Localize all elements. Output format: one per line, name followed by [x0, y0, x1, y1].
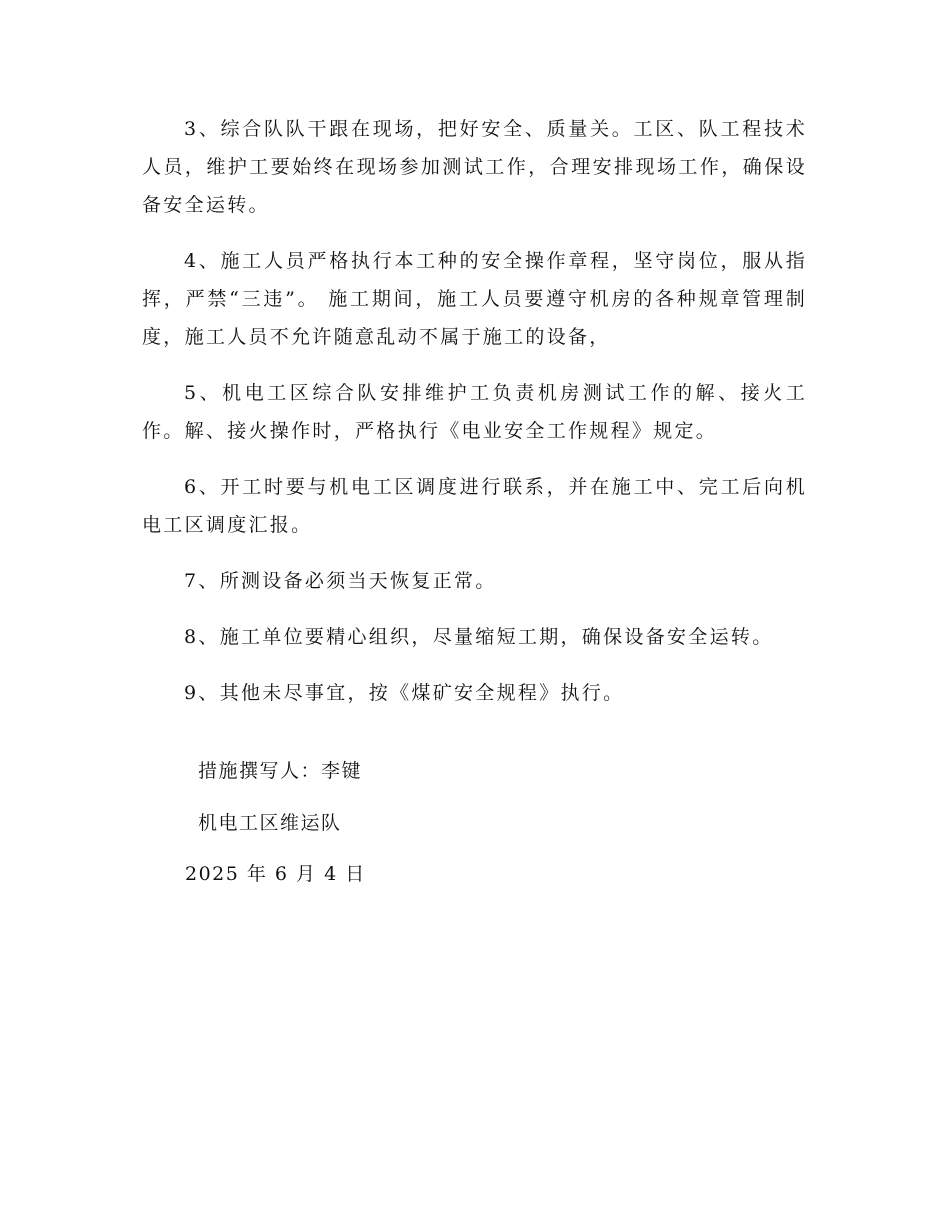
paragraph-item-7: 7、所测设备必须当天恢复正常。 — [184, 570, 497, 592]
paragraph-item-3: 3、综合队队干跟在现场，把好安全、质量关。工区、队工程技术人员，维护工要始终在现场参加测试工作，合理安排现场工作，确保设备安全运转。 — [142, 118, 807, 216]
team-name: 机电工区维运队 — [198, 812, 342, 834]
document-body — [142, 110, 807, 730]
paragraph-item-5: 5、机电工区综合队安排维护工负责机房测试工作的解、接火工作。解、接火操作时，严格执行《电业安全工作规程》规定。 — [142, 382, 807, 442]
paragraph-item-6: 6、开工时要与机电工区调度进行联系，并在施工中、完工后向机电工区调度汇报。 — [142, 476, 807, 536]
document-date: 2025 年 6 月 4 日 — [185, 863, 366, 885]
paragraph-item-9: 9、其他未尽事宜，按《煤矿安全规程》执行。 — [184, 682, 625, 704]
paragraph-item-8: 8、施工单位要精心组织，尽量缩短工期，确保设备安全运转。 — [184, 626, 774, 648]
paragraph-item-4: 4、施工人员严格执行本工种的安全操作章程，坚守岗位，服从指挥，严禁“三违”。 施工期间，施工人员要遵守机房的各种规章管理制度，施工人员不允许随意乱动不属于施工的设备， — [142, 250, 807, 348]
author-line: 措施撰写人：李键 — [198, 760, 363, 782]
